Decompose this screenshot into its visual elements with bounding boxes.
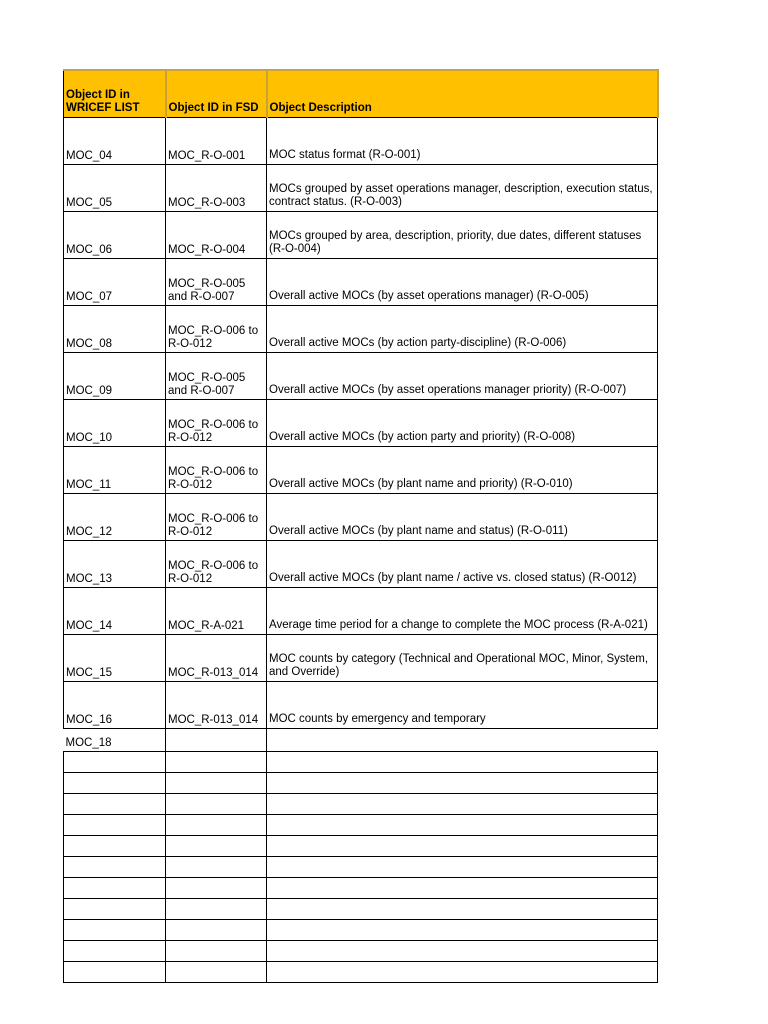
empty-row <box>64 794 658 815</box>
empty-row <box>64 920 658 941</box>
empty-row <box>64 815 658 836</box>
empty-cell <box>267 920 658 941</box>
empty-cell <box>64 794 166 815</box>
empty-cell <box>267 899 658 920</box>
empty-cell <box>166 857 267 878</box>
cell-fsd-id: MOC_R-O-006 to R-O-012 <box>166 447 267 494</box>
table-row <box>64 212 658 259</box>
empty-cell <box>166 920 267 941</box>
cell-description: Overall active MOCs (by asset operations manager priority) (R-O-007) <box>267 353 658 400</box>
table-row <box>64 447 658 494</box>
cell-fsd-id: MOC_R-013_014 <box>166 682 267 729</box>
table-row <box>64 494 658 541</box>
table-row <box>64 400 658 447</box>
empty-row <box>64 899 658 920</box>
cell-fsd-id: MOC_R-O-005 and R-O-007 <box>166 353 267 400</box>
empty-cell <box>267 836 658 857</box>
cell-fsd-id: MOC_R-O-006 to R-O-012 <box>166 306 267 353</box>
cell-wricef-id: MOC_15 <box>64 635 166 682</box>
cell-fsd-id: MOC_R-O-005 and R-O-007 <box>166 259 267 306</box>
cell-fsd-id: MOC_R-013_014 <box>166 635 267 682</box>
table-row <box>64 588 658 635</box>
empty-cell <box>64 941 166 962</box>
table-row <box>64 353 658 400</box>
empty-cell <box>267 857 658 878</box>
cell-wricef-id: MOC_18 <box>64 729 166 752</box>
cell-description: Overall active MOCs (by plant name and status) (R-O-011) <box>267 494 658 541</box>
empty-cell <box>64 752 166 773</box>
empty-cell <box>267 962 658 983</box>
cell-wricef-id: MOC_06 <box>64 212 166 259</box>
cell-wricef-id: MOC_14 <box>64 588 166 635</box>
empty-cell <box>267 752 658 773</box>
cell-fsd-id <box>166 729 267 752</box>
empty-row <box>64 752 658 773</box>
table-row <box>64 259 658 306</box>
table-row <box>64 306 658 353</box>
table-row <box>64 682 658 729</box>
cell-wricef-id: MOC_16 <box>64 682 166 729</box>
cell-description: Overall active MOCs (by asset operations manager) (R-O-005) <box>267 259 658 306</box>
empty-cell <box>64 899 166 920</box>
cell-wricef-id: MOC_10 <box>64 400 166 447</box>
empty-cell <box>267 878 658 899</box>
empty-cell <box>64 857 166 878</box>
table-row <box>64 541 658 588</box>
empty-row <box>64 878 658 899</box>
cell-fsd-id: MOC_R-O-006 to R-O-012 <box>166 400 267 447</box>
empty-cell <box>64 773 166 794</box>
spreadsheet-table <box>63 69 657 983</box>
empty-cell <box>166 794 267 815</box>
empty-cell <box>267 794 658 815</box>
cell-description <box>267 729 658 752</box>
cell-wricef-id: MOC_09 <box>64 353 166 400</box>
cell-wricef-id: MOC_11 <box>64 447 166 494</box>
empty-cell <box>166 836 267 857</box>
empty-cell <box>267 815 658 836</box>
empty-cell <box>166 962 267 983</box>
cell-description: MOCs grouped by asset operations manager, description, execution status, contract status. (R-O-003) <box>267 165 658 212</box>
cell-description: Overall active MOCs (by action party-discipline) (R-O-006) <box>267 306 658 353</box>
empty-cell <box>267 941 658 962</box>
header-object-id-fsd: Object ID in FSD <box>166 70 267 118</box>
table-row <box>64 165 658 212</box>
cell-wricef-id: MOC_13 <box>64 541 166 588</box>
empty-cell <box>64 815 166 836</box>
table-row <box>64 118 658 165</box>
empty-cell <box>64 920 166 941</box>
cell-fsd-id: MOC_R-O-003 <box>166 165 267 212</box>
cell-description: Overall active MOCs (by action party and priority) (R-O-008) <box>267 400 658 447</box>
cell-wricef-id: MOC_12 <box>64 494 166 541</box>
empty-row <box>64 857 658 878</box>
empty-cell <box>166 899 267 920</box>
empty-row <box>64 773 658 794</box>
cell-wricef-id: MOC_07 <box>64 259 166 306</box>
empty-row <box>64 836 658 857</box>
empty-cell <box>64 836 166 857</box>
cell-description: Overall active MOCs (by plant name / active vs. closed status) (R-O012) <box>267 541 658 588</box>
cell-description: Overall active MOCs (by plant name and priority) (R-O-010) <box>267 447 658 494</box>
cell-wricef-id: MOC_08 <box>64 306 166 353</box>
cell-fsd-id: MOC_R-O-006 to R-O-012 <box>166 494 267 541</box>
cell-wricef-id: MOC_05 <box>64 165 166 212</box>
empty-cell <box>267 773 658 794</box>
cell-description: MOC counts by emergency and temporary <box>267 682 658 729</box>
cell-description: MOC counts by category (Technical and Operational MOC, Minor, System, and Override) <box>267 635 658 682</box>
cell-fsd-id: MOC_R-O-004 <box>166 212 267 259</box>
cell-description: MOCs grouped by area, description, priority, due dates, different statuses (R-O-004) <box>267 212 658 259</box>
empty-cell <box>64 962 166 983</box>
cell-wricef-id: MOC_04 <box>64 118 166 165</box>
header-object-description: Object Description <box>267 70 658 118</box>
header-object-id-wricef: Object ID in WRICEF LIST <box>64 70 166 118</box>
cell-fsd-id: MOC_R-A-021 <box>166 588 267 635</box>
table-row <box>64 729 658 752</box>
cell-fsd-id: MOC_R-O-001 <box>166 118 267 165</box>
empty-cell <box>166 815 267 836</box>
cell-description: Average time period for a change to complete the MOC process (R-A-021) <box>267 588 658 635</box>
empty-cell <box>64 878 166 899</box>
cell-fsd-id: MOC_R-O-006 to R-O-012 <box>166 541 267 588</box>
empty-cell <box>166 941 267 962</box>
empty-row <box>64 941 658 962</box>
empty-row <box>64 962 658 983</box>
header-row <box>64 70 658 118</box>
empty-cell <box>166 752 267 773</box>
empty-cell <box>166 773 267 794</box>
cell-description: MOC status format (R-O-001) <box>267 118 658 165</box>
empty-cell <box>166 878 267 899</box>
wricef-table <box>63 69 659 983</box>
table-row <box>64 635 658 682</box>
